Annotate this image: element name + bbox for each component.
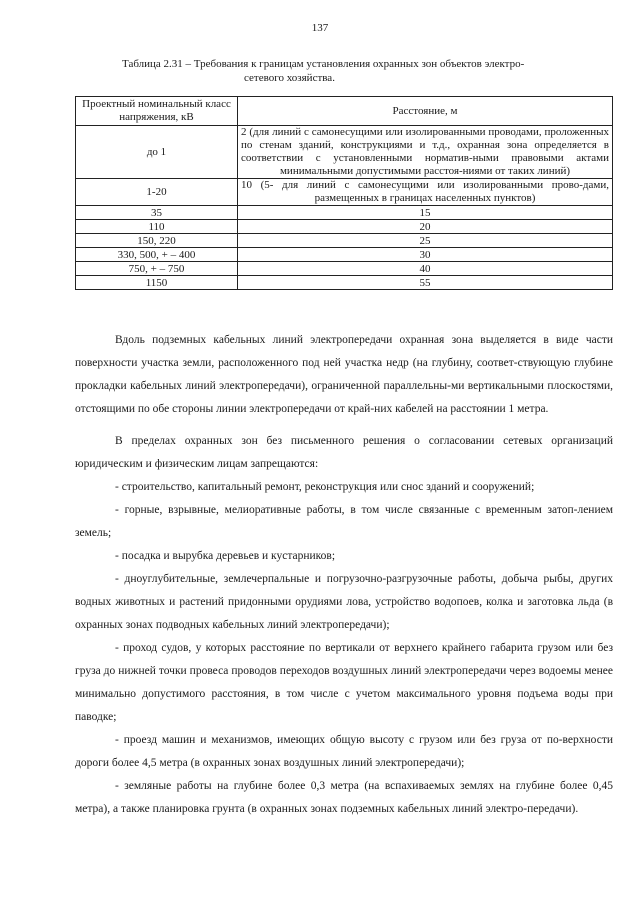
table-header-row bbox=[76, 97, 613, 126]
cell-voltage: 1-20 bbox=[76, 179, 238, 206]
cell-voltage: 110 bbox=[76, 220, 238, 234]
cell-distance: 20 bbox=[238, 220, 613, 234]
cell-distance: 55 bbox=[238, 276, 613, 290]
list-item: - горные, взрывные, мелиоративные работы, в том числе связанные с временным затоп-лением земель; bbox=[75, 504, 613, 539]
table-row bbox=[76, 262, 613, 276]
caption-line-2: сетевого хозяйства. bbox=[244, 72, 335, 84]
list-item: - посадка и вырубка деревьев и кустарников; bbox=[115, 550, 336, 562]
list-item: - земляные работы на глубине более 0,3 метра (на вспахиваемых землях на глубине более 0,45 метра), а также планировка грунта (в охранных зонах подземных кабельных линий электро-передачи). bbox=[75, 780, 613, 815]
cell-voltage: 1150 bbox=[76, 276, 238, 290]
cell-distance: 10 (5- для линий с самонесущими или изолированными прово-дами, размещенных в границах населенных пунктов) bbox=[238, 179, 613, 206]
header-voltage: Проектный номинальный класс напряжения, кВ bbox=[76, 97, 238, 126]
cell-distance: 25 bbox=[238, 234, 613, 248]
cell-distance: 15 bbox=[238, 206, 613, 220]
table-row bbox=[76, 179, 613, 206]
requirements-table bbox=[75, 96, 613, 290]
cell-voltage: до 1 bbox=[76, 126, 238, 179]
body-text bbox=[75, 329, 613, 821]
caption-line-1: Таблица 2.31 – Требования к границам установления охранных зон объектов электро- bbox=[122, 58, 525, 70]
paragraph-underground-cables: Вдоль подземных кабельных линий электропередачи охранная зона выделяется в виде части поверхности участка земли, расположенного под ней участка недр (на глубину, соответ-ствующую глубине прокладки кабельных линий электропередачи), ограниченной параллельны-ми вертикальными плоскостями, отстоящими по обе стороны линии электропередачи от край-них кабелей на расстоянии 1 метра. bbox=[75, 334, 613, 415]
cell-voltage: 330, 500, + – 400 bbox=[76, 248, 238, 262]
list-item: - строительство, капитальный ремонт, реконструкция или снос зданий и сооружений; bbox=[115, 481, 535, 493]
cell-voltage: 750, + – 750 bbox=[76, 262, 238, 276]
cell-distance: 40 bbox=[238, 262, 613, 276]
table-row bbox=[76, 220, 613, 234]
table-caption bbox=[122, 57, 600, 85]
list-item: - проход судов, у которых расстояние по вертикали от верхнего крайнего габарита грузом или без груза до нижней точки провеса проводов переходов воздушных линий электропередачи через водоемы менее минимально допустимого расстояния, в том числе с учетом максимального уровня подъема воды при паводке; bbox=[75, 642, 613, 723]
header-distance: Расстояние, м bbox=[238, 97, 613, 126]
cell-distance: 2 (для линий с самонесущими или изолированными проводами, проложенных по стенам зданий, конструкциями и т.д., охранная зона определяется в соответствии с установленными норматив-ными правовыми актами минимальными допустимыми расстоя-ниями от таких линий) bbox=[238, 126, 613, 179]
list-item: - дноуглубительные, землечерпальные и погрузочно-разгрузочные работы, добыча рыбы, других водных животных и растений придонными орудиями лова, устройство водопоев, колка и заготовка льда (в охранных зонах подводных кабельных линий электропередачи); bbox=[75, 573, 613, 631]
table-row bbox=[76, 276, 613, 290]
cell-distance: 30 bbox=[238, 248, 613, 262]
table-row bbox=[76, 248, 613, 262]
paragraph-prohibitions-intro: В пределах охранных зон без письменного решения о согласовании сетевых организаций юридическим и физическим лицам запрещаются: bbox=[75, 435, 613, 470]
table-row bbox=[76, 206, 613, 220]
page-number: 137 bbox=[311, 22, 329, 34]
table-row bbox=[76, 126, 613, 179]
table-row bbox=[76, 234, 613, 248]
cell-voltage: 35 bbox=[76, 206, 238, 220]
cell-voltage: 150, 220 bbox=[76, 234, 238, 248]
list-item: - проезд машин и механизмов, имеющих общую высоту с грузом или без груза от по-верхности дороги более 4,5 метра (в охранных зонах воздушных линий электропередачи); bbox=[75, 734, 613, 769]
